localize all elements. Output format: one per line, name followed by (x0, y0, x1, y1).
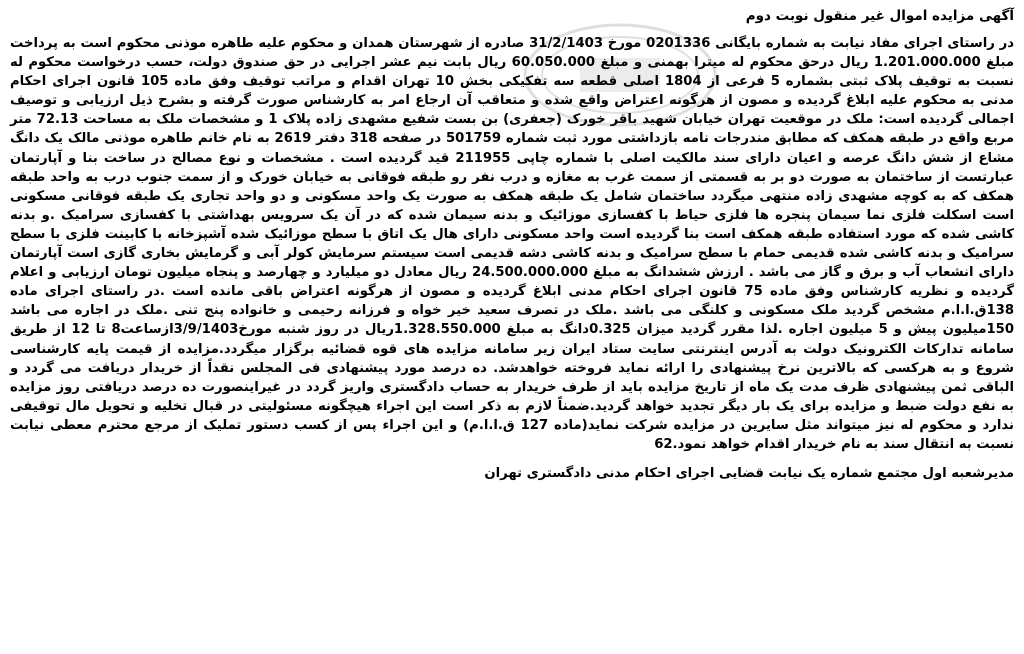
auction-notice (10, 6, 1014, 484)
notice-body: در راستای اجرای مفاد نیابت به شماره بایگانی 0201336 مورخ 31/2/1403 صادره از شهرستان همدان و محکوم علیه طاهره موذنی محکوم است به پرداخت مبلغ 1.201.000.000 ریال درحق محکوم له میترا بهمنی و مبلغ 60.050.000 ریال بابت نیم عشر اجرایی در حق صندوق دولت، حسب درخواست محکوم له نسبت به توقیف پلاک ثبتی بشماره 5 فرعی از 1804 اصلی قطعه سه تفکیکی بخش 10 تهران اقدام و مراتب توقیف وفق ماده 105 قانون اجرای احکام مدنی به محکوم علیه ابلاغ گردیده و مصون از هرگونه اعتراض واقع شده و متعاقب آن ارجاع امر به کارشناس صورت گرفته و بشرح ذیل ارزیابی و توصیف اجمالی گردیده است: ملک در موقعیت تهران خیابان شهید باقر خورک (جعفری) بن بست شفیع مشهدی زاده پلاک 1 و مشخصات ملک به مساحت 72.13 متر مربع واقع در طبقه همکف که مطابق مندرجات نامه بازداشتی مورد ثبت شماره 501759 در صفحه 318 دفتر 2619 به نام خانم طاهره موذنی مالک یک دانگ مشاع از شش دانگ عرصه و اعیان دارای سند مالکیت اصلی با شماره چاپی 211955 قید گردیده است . مشخصات و نوع مصالح در ساخت بنا و آپارتمان عبارتست از ساختمان به صورت دو بر به قسمتی از سمت غرب به مغازه و درب نفر رو طبقه فوقانی به خیابان خورک و از سمت جنوب درب به واحد طبقه همکف که به کوچه مشهدی زاده منتهی میگردد ساختمان شامل یک طبقه همکف به صورت یک واحد مسکونی و دو واحد تجاری یک طبقه فوقانی مسکونی است اسکلت فلزی نما سیمان پنجره ها فلزی حیاط با کفسازی موزائیک و بدنه سیمان شده که در آن یک سرویس بهداشتی با کفسازی سرامیک .و بدنه کاشی شده که مورد استفاده طبقه همکف است بنا گردیده است واحد مسکونی دارای هال یک اتاق با سطح موزائیک شده آشپزخانه با کابینت فلزی با سطح سرامیک و بدنه کاشی شده قدیمی حمام با سطح سرامیک و بدنه کاشی دشه قدیمی است سیستم سرمایش کولر آبی و گرمایش بخاری گازی است آپارتمان دارای انشعاب آب و برق و گاز می باشد . ارزش ششدانگ به مبلغ 24.500.000.000 ریال معادل دو میلیارد و چهارصد و پنجاه میلیون تومان ارزیابی و اعلام گردیده و نظریه کارشناس وفق ماده 75 قانون اجرای احکام مدنی ابلاغ گردیده و مصون از هرگونه اعتراض باقی مانده است .در راستای اجرای ماده 138ق.ا.ا.م مشخص گردید ملک مسکونی و کلنگی می باشد .ملک در تصرف سعید خیر خواه و فرزانه رحیمی و خانواده پنج تنی .ملک در اجاره می باشد 150میلیون پیش و 5 میلیون اجاره .لذا مقرر گردید میزان 0.325دانگ به مبلغ 1.328.550.000ریال در روز شنبه مورخ3/9/1403ازساعت8 تا 12 از طریق سامانه تدارکات الکترونیک دولت به آدرس اینترنتی سایت ستاد ایران زیر سامانه مزایده های قوه قضائیه برگزار میگردد.مزایده از قیمت پایه کارشناسی شروع و به هرکسی که بالاترین نرخ پیشنهادی را ارائه نماید فروخته خواهدشد. ده درصد مورد پیشنهادی فی المجلس نقداً از خریدار دریافت می گردد و الباقی ثمن پیشنهادی ظرف مدت یک ماه از تاریخ مزایده باید از طرف خریدار به حساب دادگستری واریز گردد در غیراینصورت ده درصد دریافتی روز مزایده به نفع دولت ضبط و مزایده برای یک بار دیگر تجدید خواهد گردید.ضمناً لازم به ذکر است این اجراء هیچگونه مسئولیتی در قبال تخلیه و تحویل مال توقیفی ندارد و محکوم له نیز میتواند مثل سایرین در مزایده شرکت نماید(ماده 127 ق.ا.ا.م) و این اجراء پس از کسب دستور تملیک از مرجع محترم معطی نیابت نسبت به انتقال سند به نام خریدار اقدام خواهد نمود.62 (10, 36, 1015, 452)
notice-title: آگهی مزایده اموال غیر منقول نوبت دوم (745, 8, 1014, 24)
notice-signature: مدیرشعبه اول مجتمع شماره یک نیابت قضایی اجرای احکام مدنی دادگستری تهران (484, 466, 1014, 482)
